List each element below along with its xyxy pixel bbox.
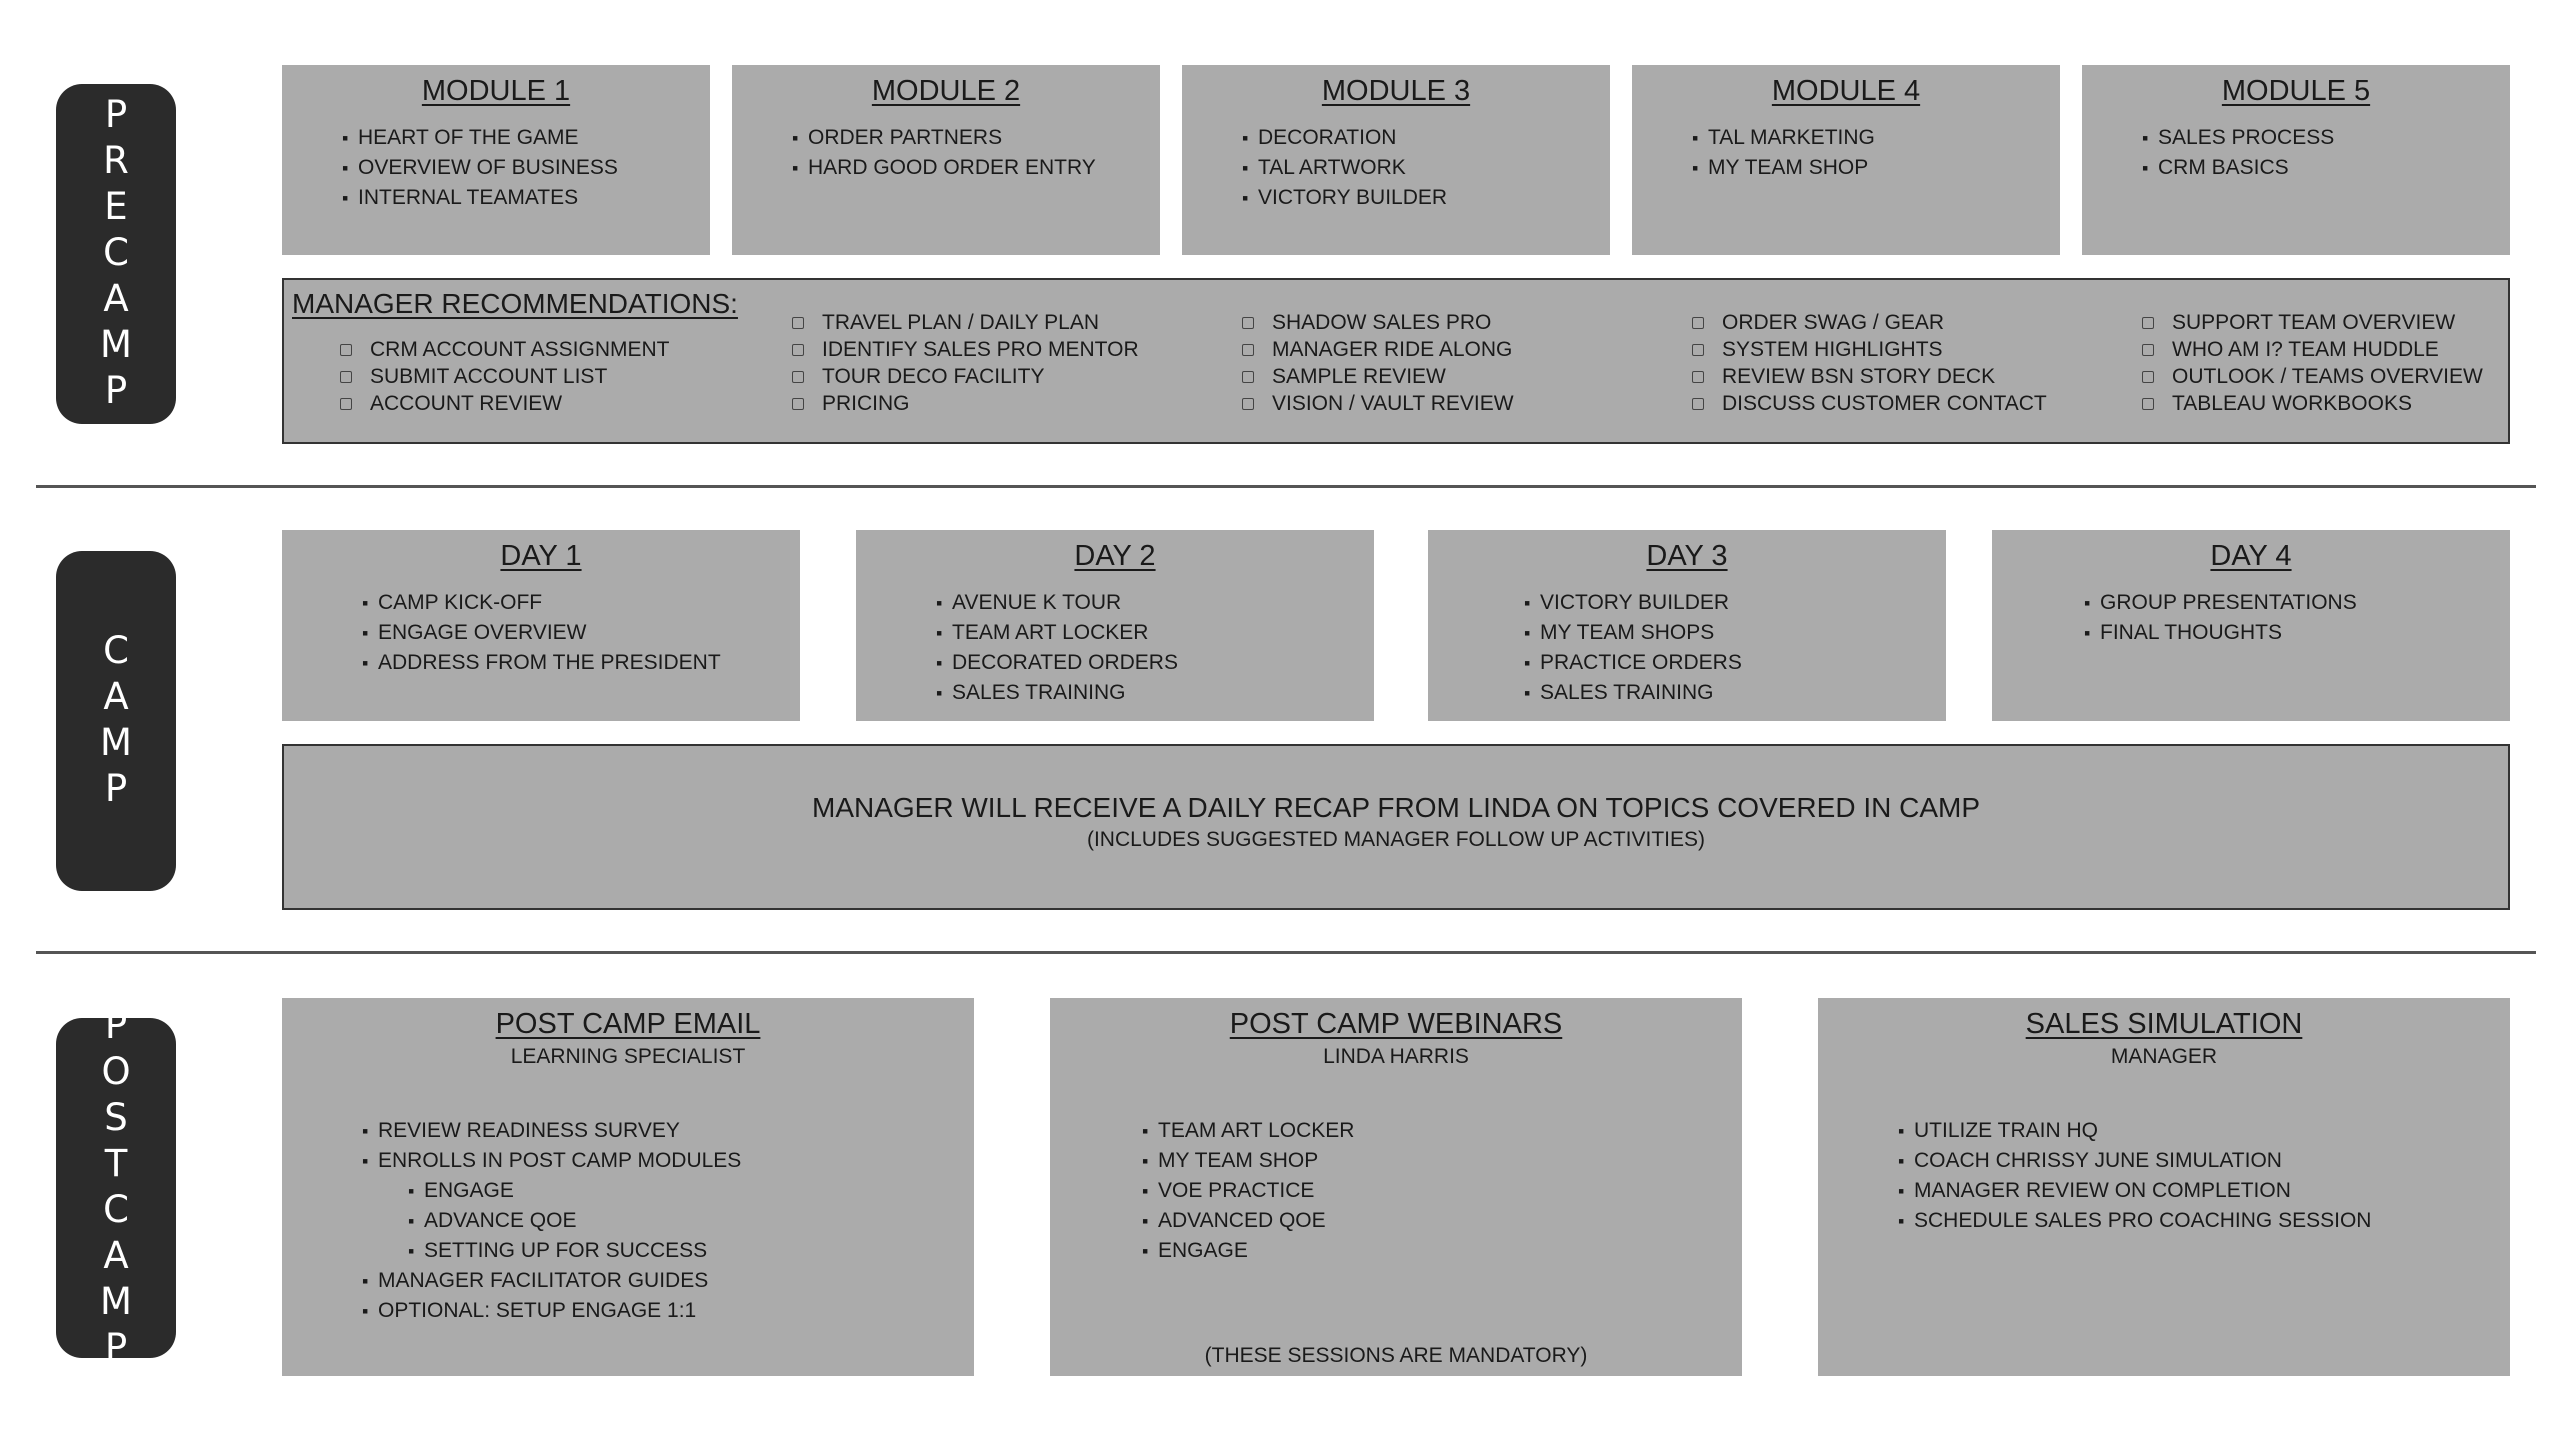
recommendation-label: DISCUSS CUSTOMER CONTACT bbox=[1722, 392, 2047, 415]
day-title: DAY 2 bbox=[1074, 540, 1156, 572]
checkbox-icon[interactable] bbox=[792, 344, 804, 356]
daily-recap-panel bbox=[282, 744, 2510, 910]
recommendation-label: SUBMIT ACCOUNT LIST bbox=[370, 365, 608, 388]
post-camp-item: ▪ VOE PRACTICE bbox=[1142, 1176, 1354, 1206]
recommendation-label: MANAGER RIDE ALONG bbox=[1272, 338, 1513, 361]
recommendation-item[interactable] bbox=[1692, 309, 2047, 336]
module-topic: ▪ SALES PROCESS bbox=[2142, 123, 2334, 153]
camp-label bbox=[56, 551, 176, 891]
day-topic: ▪ AVENUE K TOUR bbox=[936, 588, 1178, 618]
day-topic-list bbox=[1524, 588, 1742, 708]
day-topic: ▪ TEAM ART LOCKER bbox=[936, 618, 1178, 648]
post-camp-item: ▪ COACH CHRISSY JUNE SIMULATION bbox=[1898, 1146, 2371, 1176]
post-camp-owner: MANAGER bbox=[2110, 1045, 2218, 1068]
post-camp-card bbox=[282, 998, 974, 1376]
day-card bbox=[282, 530, 800, 721]
recommendation-label: OUTLOOK / TEAMS OVERVIEW bbox=[2172, 365, 2483, 388]
recommendation-label: SUPPORT TEAM OVERVIEW bbox=[2172, 311, 2456, 334]
module-topic-list bbox=[1692, 123, 1875, 183]
day-card bbox=[1428, 530, 1946, 721]
checkbox-icon[interactable] bbox=[2142, 398, 2154, 410]
post-camp-item: ▪ ENROLLS IN POST CAMP MODULES bbox=[362, 1146, 741, 1176]
recommendation-label: TRAVEL PLAN / DAILY PLAN bbox=[822, 311, 1099, 334]
precamp-label bbox=[56, 84, 176, 424]
checkbox-icon[interactable] bbox=[1242, 371, 1254, 383]
camp-label-text: CAMP bbox=[94, 629, 138, 813]
recommendation-item[interactable] bbox=[792, 363, 1139, 390]
checkbox-icon[interactable] bbox=[340, 398, 352, 410]
post-camp-list bbox=[362, 1116, 741, 1326]
recommendation-label: TABLEAU WORKBOOKS bbox=[2172, 392, 2412, 415]
recommendation-label: REVIEW BSN STORY DECK bbox=[1722, 365, 1996, 388]
section-divider bbox=[36, 951, 2536, 954]
checkbox-icon[interactable] bbox=[1242, 398, 1254, 410]
recommendation-item[interactable] bbox=[792, 390, 1139, 417]
recommendation-item[interactable] bbox=[2142, 390, 2483, 417]
day-card bbox=[856, 530, 1374, 721]
day-card bbox=[1992, 530, 2510, 721]
module-title: MODULE 4 bbox=[1771, 75, 1921, 107]
checkbox-icon[interactable] bbox=[2142, 371, 2154, 383]
module-topic: ▪ HARD GOOD ORDER ENTRY bbox=[792, 153, 1096, 183]
day-topic: ▪ DECORATED ORDERS bbox=[936, 648, 1178, 678]
manager-recommendations-title: MANAGER RECOMMENDATIONS: bbox=[292, 288, 738, 319]
recommendation-item[interactable] bbox=[1692, 336, 2047, 363]
recommendation-label: SYSTEM HIGHLIGHTS bbox=[1722, 338, 1943, 361]
recommendation-item[interactable] bbox=[1692, 363, 2047, 390]
module-card bbox=[1182, 65, 1610, 255]
post-camp-item: ▪ ENGAGE bbox=[1142, 1236, 1354, 1266]
module-card bbox=[732, 65, 1160, 255]
post-camp-subitem: ▪ ADVANCE QOE bbox=[362, 1206, 741, 1236]
recommendation-label: ORDER SWAG / GEAR bbox=[1722, 311, 1945, 334]
recommendation-item[interactable] bbox=[1242, 363, 1514, 390]
module-topic-list bbox=[342, 123, 618, 213]
recommendation-item[interactable] bbox=[1242, 336, 1514, 363]
post-camp-item: ▪ SCHEDULE SALES PRO COACHING SESSION bbox=[1898, 1206, 2371, 1236]
recap-subtext: (INCLUDES SUGGESTED MANAGER FOLLOW UP ACTIVITIES) bbox=[1086, 828, 1706, 851]
module-title: MODULE 5 bbox=[2221, 75, 2371, 107]
recommendation-item[interactable] bbox=[2142, 336, 2483, 363]
module-topic-list bbox=[2142, 123, 2334, 183]
post-camp-owner: LEARNING SPECIALIST bbox=[510, 1045, 746, 1068]
recommendation-item[interactable] bbox=[792, 336, 1139, 363]
recommendation-label: SHADOW SALES PRO bbox=[1272, 311, 1492, 334]
checkbox-icon[interactable] bbox=[792, 317, 804, 329]
post-camp-item: ▪ MY TEAM SHOP bbox=[1142, 1146, 1354, 1176]
module-topic: ▪ TAL MARKETING bbox=[1692, 123, 1875, 153]
day-topic: ▪ VICTORY BUILDER bbox=[1524, 588, 1742, 618]
post-camp-item: ▪ MANAGER FACILITATOR GUIDES bbox=[362, 1266, 741, 1296]
post-camp-card bbox=[1050, 998, 1742, 1376]
day-title: DAY 3 bbox=[1646, 540, 1728, 572]
recommendation-label: TOUR DECO FACILITY bbox=[822, 365, 1045, 388]
recommendation-label: SAMPLE REVIEW bbox=[1272, 365, 1446, 388]
section-divider bbox=[36, 485, 2536, 488]
recommendation-label: ACCOUNT REVIEW bbox=[370, 392, 563, 415]
module-topic: ▪ HEART OF THE GAME bbox=[342, 123, 618, 153]
post-camp-list bbox=[1898, 1116, 2371, 1236]
day-topic: ▪ SALES TRAINING bbox=[936, 678, 1178, 708]
recommendation-item[interactable] bbox=[340, 336, 669, 363]
day-topic-list bbox=[936, 588, 1178, 708]
postcamp-label bbox=[56, 1004, 176, 1372]
module-topic: ▪ DECORATION bbox=[1242, 123, 1447, 153]
recommendation-item[interactable] bbox=[1242, 390, 1514, 417]
recommendation-item[interactable] bbox=[340, 363, 669, 390]
day-topic: ▪ FINAL THOUGHTS bbox=[2084, 618, 2357, 648]
post-camp-item: ▪ MANAGER REVIEW ON COMPLETION bbox=[1898, 1176, 2371, 1206]
day-topic: ▪ CAMP KICK-OFF bbox=[362, 588, 721, 618]
post-camp-item: ▪ TEAM ART LOCKER bbox=[1142, 1116, 1354, 1146]
post-camp-item: ▪ REVIEW READINESS SURVEY bbox=[362, 1116, 741, 1146]
checkbox-icon[interactable] bbox=[2142, 344, 2154, 356]
day-topic-list bbox=[2084, 588, 2357, 648]
module-topic: ▪ MY TEAM SHOP bbox=[1692, 153, 1875, 183]
checkbox-icon[interactable] bbox=[1242, 317, 1254, 329]
checkbox-icon[interactable] bbox=[1242, 344, 1254, 356]
recommendation-label: VISION / VAULT REVIEW bbox=[1272, 392, 1514, 415]
module-card bbox=[2082, 65, 2510, 255]
checkbox-icon[interactable] bbox=[340, 344, 352, 356]
day-topic: ▪ SALES TRAINING bbox=[1524, 678, 1742, 708]
recommendation-checklist bbox=[1692, 309, 2047, 417]
recommendation-label: PRICING bbox=[822, 392, 910, 415]
recommendation-item[interactable] bbox=[1692, 390, 2047, 417]
post-camp-list bbox=[1142, 1116, 1354, 1266]
recommendation-checklist bbox=[2142, 309, 2483, 417]
mandatory-note: (THESE SESSIONS ARE MANDATORY) bbox=[1204, 1344, 1588, 1367]
postcamp-label-text: POSTCAMP bbox=[94, 1004, 138, 1372]
module-card bbox=[1632, 65, 2060, 255]
recommendation-item[interactable] bbox=[792, 309, 1139, 336]
checkbox-icon[interactable] bbox=[1692, 371, 1704, 383]
day-topic: ▪ ENGAGE OVERVIEW bbox=[362, 618, 721, 648]
post-camp-title: POST CAMP WEBINARS bbox=[1229, 1008, 1563, 1040]
post-camp-title: POST CAMP EMAIL bbox=[495, 1008, 761, 1040]
post-camp-subitem: ▪ ENGAGE bbox=[362, 1176, 741, 1206]
checkbox-icon[interactable] bbox=[792, 398, 804, 410]
recommendation-checklist bbox=[792, 309, 1139, 417]
day-topic: ▪ GROUP PRESENTATIONS bbox=[2084, 588, 2357, 618]
post-camp-subitem: ▪ SETTING UP FOR SUCCESS bbox=[362, 1236, 741, 1266]
post-camp-item: ▪ UTILIZE TRAIN HQ bbox=[1898, 1116, 2371, 1146]
module-topic: ▪ ORDER PARTNERS bbox=[792, 123, 1096, 153]
module-topic: ▪ OVERVIEW OF BUSINESS bbox=[342, 153, 618, 183]
post-camp-item: ▪ OPTIONAL: SETUP ENGAGE 1:1 bbox=[362, 1296, 741, 1326]
recommendation-label: WHO AM I? TEAM HUDDLE bbox=[2172, 338, 2439, 361]
checkbox-icon[interactable] bbox=[1692, 398, 1704, 410]
module-topic-list bbox=[1242, 123, 1447, 213]
recommendation-label: IDENTIFY SALES PRO MENTOR bbox=[822, 338, 1139, 361]
recommendation-item[interactable] bbox=[340, 390, 669, 417]
module-topic: ▪ CRM BASICS bbox=[2142, 153, 2334, 183]
checkbox-icon[interactable] bbox=[2142, 317, 2154, 329]
checkbox-icon[interactable] bbox=[340, 371, 352, 383]
module-topic: ▪ TAL ARTWORK bbox=[1242, 153, 1447, 183]
recap-headline: MANAGER WILL RECEIVE A DAILY RECAP FROM LINDA ON TOPICS COVERED IN CAMP bbox=[812, 792, 1980, 823]
precamp-label-text: PRECAMP bbox=[94, 93, 138, 415]
recommendation-checklist bbox=[1242, 309, 1514, 417]
module-topic-list bbox=[792, 123, 1096, 183]
day-title: DAY 4 bbox=[2210, 540, 2292, 572]
checkbox-icon[interactable] bbox=[792, 371, 804, 383]
module-title: MODULE 2 bbox=[871, 75, 1021, 107]
post-camp-item: ▪ ADVANCED QOE bbox=[1142, 1206, 1354, 1236]
day-topic: ▪ PRACTICE ORDERS bbox=[1524, 648, 1742, 678]
module-title: MODULE 3 bbox=[1321, 75, 1471, 107]
post-camp-title: SALES SIMULATION bbox=[2025, 1008, 2303, 1040]
post-camp-card bbox=[1818, 998, 2510, 1376]
recommendation-item[interactable] bbox=[2142, 363, 2483, 390]
checkbox-icon[interactable] bbox=[1692, 344, 1704, 356]
checkbox-icon[interactable] bbox=[1692, 317, 1704, 329]
module-topic: ▪ INTERNAL TEAMATES bbox=[342, 183, 618, 213]
day-topic-list bbox=[362, 588, 721, 678]
recommendation-label: CRM ACCOUNT ASSIGNMENT bbox=[370, 338, 670, 361]
manager-recommendations-panel bbox=[282, 278, 2510, 444]
day-title: DAY 1 bbox=[500, 540, 582, 572]
recommendation-item[interactable] bbox=[1242, 309, 1514, 336]
day-topic: ▪ ADDRESS FROM THE PRESIDENT bbox=[362, 648, 721, 678]
recommendation-checklist bbox=[340, 336, 669, 417]
module-topic: ▪ VICTORY BUILDER bbox=[1242, 183, 1447, 213]
module-title: MODULE 1 bbox=[421, 75, 571, 107]
post-camp-owner: LINDA HARRIS bbox=[1323, 1045, 1469, 1068]
recommendation-item[interactable] bbox=[2142, 309, 2483, 336]
module-card bbox=[282, 65, 710, 255]
day-topic: ▪ MY TEAM SHOPS bbox=[1524, 618, 1742, 648]
